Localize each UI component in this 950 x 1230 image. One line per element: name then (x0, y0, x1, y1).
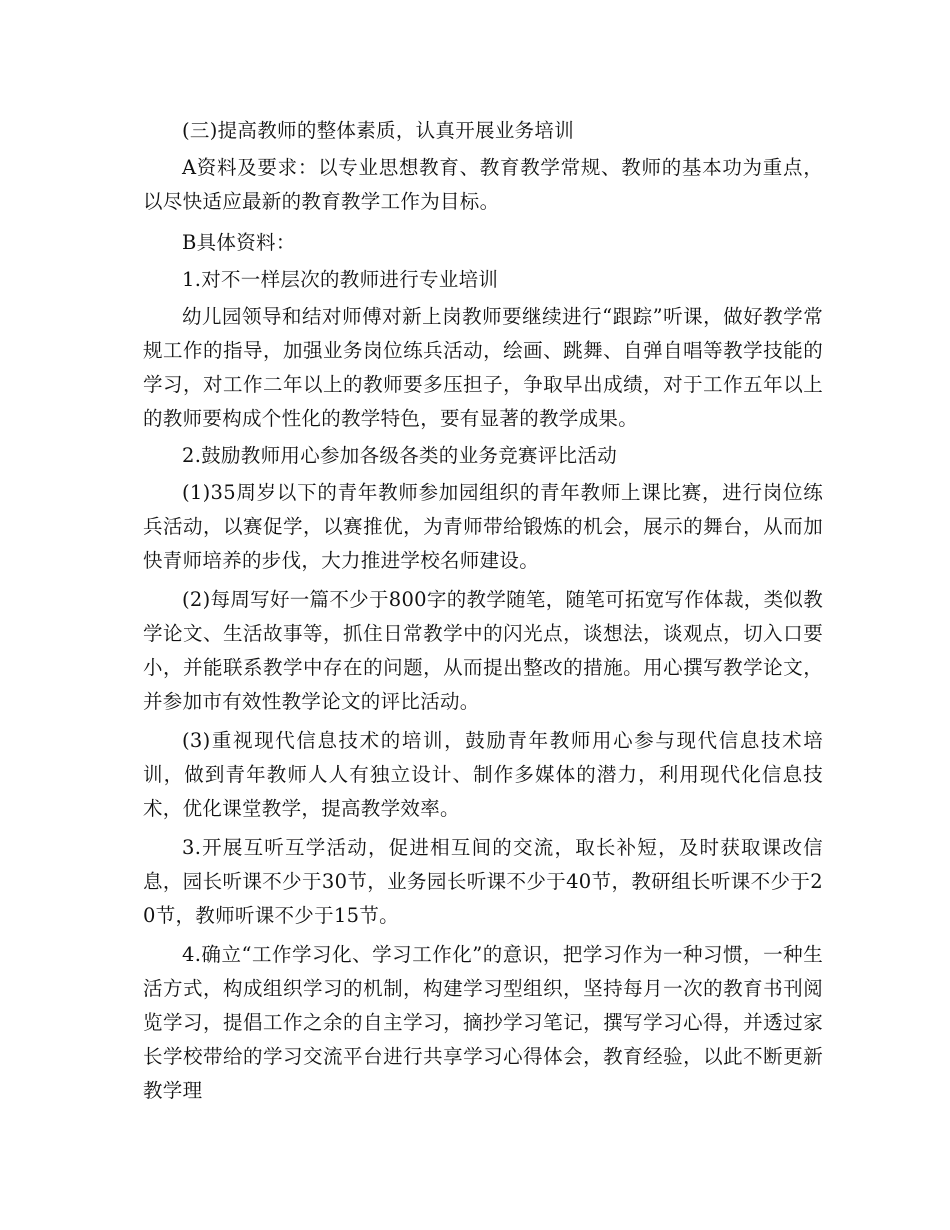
item-2-heading: 2.鼓励教师用心参加各级各类的业务竞赛评比活动 (182, 444, 618, 467)
content-requirements-paragraph: A资料及要求：以专业思想教育、教育教学常规、教师的基本功为重点，以尽快适应最新的教育教学工作为目标。 (143, 156, 823, 213)
document-body (143, 114, 823, 1108)
item-2-sub-2-paragraph: (2)每周写好一篇不少于800字的教学随笔，随笔可拓宽写作体裁，类似教学论文、生活故事等，抓住日常教学中的闪光点，谈想法，谈观点，切入口要小，并能联系教学中存在的问题，从而提出整改的措施。用心撰写教学论文，并参加市有效性教学论文的评比活动。 (143, 588, 823, 713)
item-3-paragraph: 3.开展互听互学活动，促进相互间的交流，取长补短，及时获取课改信息，园长听课不少于30节，业务园长听课不少于40节，教研组长听课不少于20节，教师听课不少于15节。 (143, 836, 823, 927)
item-2-sub-1-paragraph: (1)35周岁以下的青年教师参加园组织的青年教师上课比赛，进行岗位练兵活动，以赛促学，以赛推优，为青师带给锻炼的机会，展示的舞台，从而加快青师培养的步伐，大力推进学校名师建设。 (143, 481, 823, 572)
item-1-heading: 1.对不一样层次的教师进行专业培训 (182, 268, 499, 291)
item-1-paragraph: 幼儿园领导和结对师傅对新上岗教师要继续进行“跟踪”听课，做好教学常规工作的指导，加强业务岗位练兵活动，绘画、跳舞、自弹自唱等教学技能的学习，对工作二年以上的教师要多压担子，争取早出成绩，对于工作五年以上的教师要构成个性化的教学特色，要有显著的教学成果。 (143, 305, 823, 430)
item-4-paragraph: 4.确立“工作学习化、学习工作化”的意识，把学习作为一种习惯，一种生活方式，构成组织学习的机制，构建学习型组织，坚持每月一次的教育书刊阅览学习，提倡工作之余的自主学习，摘抄学习笔记，撰写学习心得，并透过家长学校带给的学习交流平台进行共享学习心得体会，教育经验，以此不断更新教学理 (143, 943, 823, 1102)
specific-content-heading: B具体资料： (182, 231, 296, 254)
section-heading: (三)提高教师的整体素质，认真开展业务培训 (182, 119, 575, 142)
item-2-sub-3-paragraph: (3)重视现代信息技术的培训，鼓励青年教师用心参与现代信息技术培训，做到青年教师人人有独立设计、制作多媒体的潜力，利用现代化信息技术，优化课堂教学，提高教学效率。 (143, 729, 823, 820)
